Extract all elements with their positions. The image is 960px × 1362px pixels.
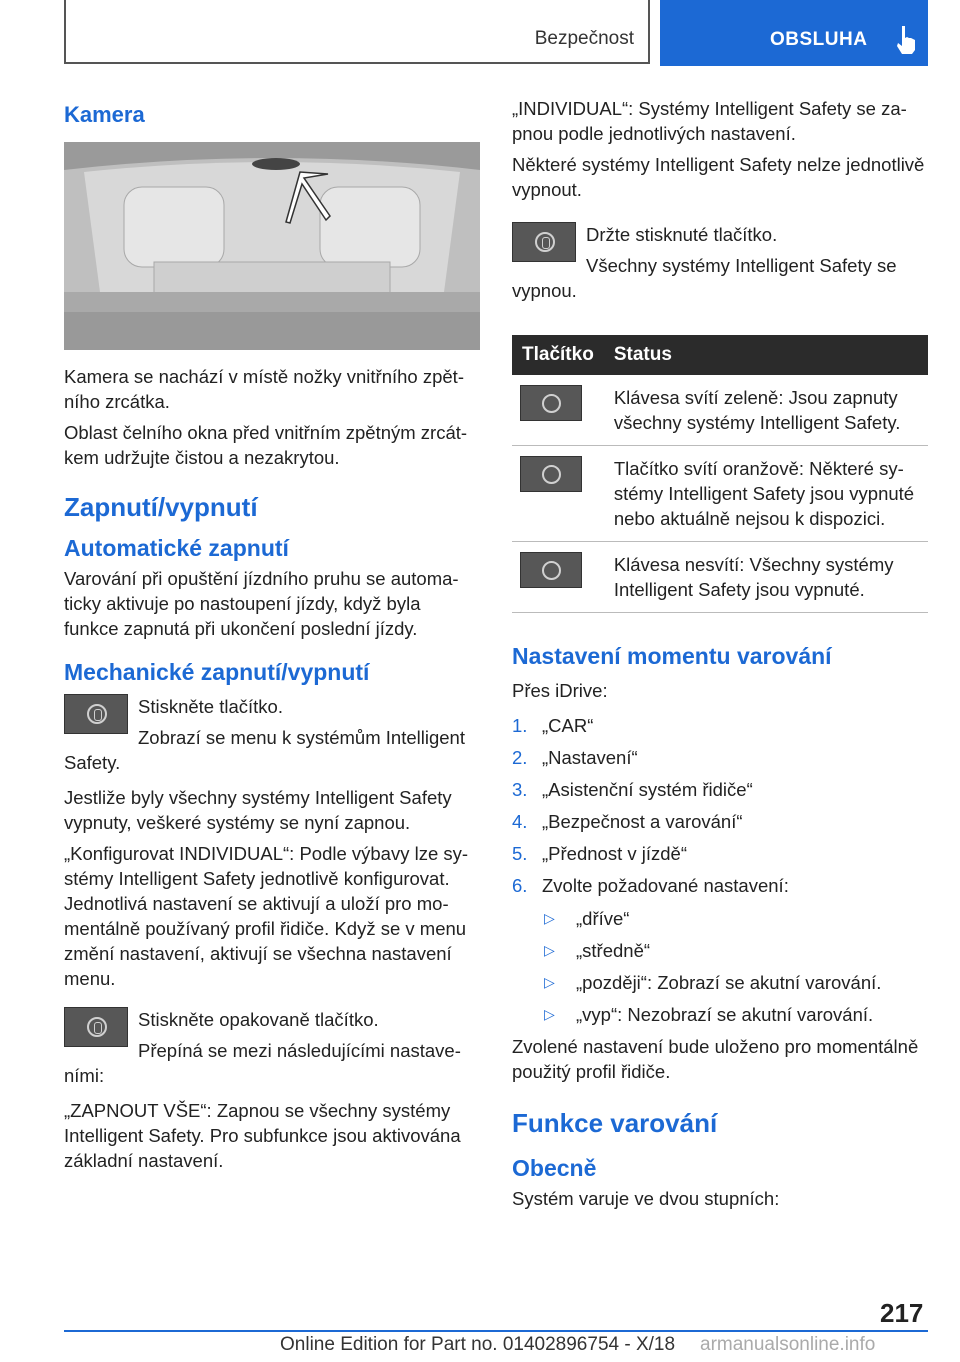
warning-timing-heading: Nastavení momentu varování xyxy=(512,643,832,669)
status-text: Tlačítko svítí oranžově: Některé systémy Intelligent Safety jsou vypnuté nebo aktuálně nejsou k dispozici. xyxy=(604,446,928,542)
safety-button-icon xyxy=(542,465,561,484)
car-interior-illustration xyxy=(64,142,480,350)
hold-line-2: Všechny systémy Intelligent Safety se vypnou. xyxy=(512,255,897,301)
via-idrive-text: Přes iDrive: xyxy=(512,680,608,701)
press-line-1: Stiskněte tlačítko. xyxy=(138,696,283,717)
button-green-state xyxy=(520,385,582,421)
triangle-bullet-icon: ▷ xyxy=(544,942,555,958)
safety-button-icon xyxy=(542,561,561,580)
list-item: 6. Zvolte požadované nastavení: xyxy=(512,875,789,896)
list-item: 1. „CAR“ xyxy=(512,715,594,736)
right-column xyxy=(512,96,928,1217)
onoff-heading: Zapnutí/vypnutí xyxy=(64,492,258,522)
camera-paragraph-2: Oblast čelního okna před vnitřním zpětným zrcátkem udržujte čistou a nezakrytou. xyxy=(64,422,468,468)
individual-paragraph: „INDIVIDUAL“: Systémy Intelligent Safety se zapnou podle jednotlivých nastavení. xyxy=(512,98,907,144)
footer-edition: Online Edition for Part no. 01402896754 - X/18 xyxy=(280,1334,676,1355)
general-heading: Obecně xyxy=(512,1155,597,1181)
safety-button-icon xyxy=(87,1017,107,1037)
list-item: ▷ „vyp“: Nezobrazí se akutní varování. xyxy=(544,1004,874,1025)
table-row xyxy=(512,375,928,446)
triangle-bullet-icon: ▷ xyxy=(544,974,555,990)
table-col-button: Tlačítko xyxy=(512,335,604,375)
button-orange-state xyxy=(520,456,582,492)
list-item: ▷ „později“: Zobrazí se akutní varování. xyxy=(544,972,882,993)
pointing-hand-icon xyxy=(892,24,920,56)
safety-button-icon xyxy=(535,232,555,252)
camera-paragraph-1: Kamera se nachází v místě nožky vnitřního zpětního zrcátka. xyxy=(64,366,464,412)
hold-line-1: Držte stisknuté tlačítko. xyxy=(586,224,778,245)
list-item: 2. „Nastavení“ xyxy=(512,747,638,768)
table-col-status: Status xyxy=(604,335,928,375)
auto-on-heading: Automatické zapnutí xyxy=(64,535,289,561)
footer-divider xyxy=(64,1330,928,1332)
list-item: ▷ „středně“ xyxy=(544,940,651,961)
general-paragraph: Systém varuje ve dvou stupních: xyxy=(512,1188,780,1209)
list-item: 4. „Bezpečnost a varování“ xyxy=(512,811,743,832)
header-section-box xyxy=(64,0,650,64)
warning-function-heading: Funkce varování xyxy=(512,1108,718,1138)
press-button-instruction xyxy=(64,694,480,781)
saved-setting-paragraph: Zvolené nastavení bude uloženo pro momentálně použitý profil řidiče. xyxy=(512,1036,919,1082)
auto-on-paragraph: Varování při opuštění jízdního pruhu se automaticky aktivuje po nastoupení jízdy, když byla funkce zapnutá při ukončení poslední jízdy. xyxy=(64,568,459,639)
camera-heading: Kamera xyxy=(64,102,145,127)
page-header xyxy=(64,0,928,66)
some-systems-paragraph: Některé systémy Intelligent Safety nelze jednotlivě vypnout. xyxy=(512,154,925,200)
all-on-paragraph: „ZAPNOUT VŠE“: Zapnou se všechny systémy Intelligent Safety. Pro subfunkce jsou aktivována základní nastavení. xyxy=(64,1100,461,1171)
timing-options-list xyxy=(544,906,928,1027)
list-item: 3. „Asistenční systém řidiče“ xyxy=(512,779,753,800)
intelligent-safety-button[interactable] xyxy=(64,1007,128,1047)
mechanical-paragraph-2: „Konfigurovat INDIVIDUAL“: Podle výbavy lze systémy Intelligent Safety jednotlivě konfigurovat. Jednotlivá nastavení se aktivují a uloží pro momentálně používaný profil řidiče. Když se v menu změní nastavení, aktivují se všechna nastavení menu. xyxy=(64,843,469,989)
safety-button-icon xyxy=(542,394,561,413)
triangle-bullet-icon: ▷ xyxy=(544,910,555,926)
hold-button-instruction xyxy=(512,222,928,309)
status-text: Klávesa nesvítí: Všechny systémy Intelligent Safety jsou vypnuté. xyxy=(604,542,928,613)
camera-location-photo xyxy=(64,142,480,350)
triangle-bullet-icon: ▷ xyxy=(544,1006,555,1022)
footer-watermark: armanualsonline.info xyxy=(700,1334,876,1355)
repeat-press-instruction xyxy=(64,1007,480,1094)
intelligent-safety-button[interactable] xyxy=(512,222,576,262)
header-section-title: Bezpečnost xyxy=(534,28,634,49)
button-status-table xyxy=(512,335,928,613)
header-chapter-label: OBSLUHA xyxy=(770,29,868,50)
idrive-steps-list xyxy=(512,713,928,898)
status-text: Klávesa svítí zeleně: Jsou zapnuty všechny systémy Intelligent Safety. xyxy=(604,375,928,446)
table-row xyxy=(512,542,928,613)
list-item: ▷ „dříve“ xyxy=(544,908,630,929)
header-chapter-tab[interactable] xyxy=(660,0,928,66)
table-header-row xyxy=(512,335,928,375)
left-column xyxy=(64,96,480,1179)
table-row xyxy=(512,446,928,542)
page-number: 217 xyxy=(880,1298,924,1328)
repeat-line-1: Stiskněte opakovaně tlačítko. xyxy=(138,1009,379,1030)
press-line-2: Zobrazí se menu k systémům Intelligent Safety. xyxy=(64,727,465,773)
mechanical-onoff-heading: Mechanické zapnutí/vypnutí xyxy=(64,659,370,685)
repeat-line-2: Přepíná se mezi následujícími nastaveními: xyxy=(64,1040,461,1086)
button-off-state xyxy=(520,552,582,588)
intelligent-safety-button[interactable] xyxy=(64,694,128,734)
list-item: 5. „Přednost v jízdě“ xyxy=(512,843,687,864)
safety-button-icon xyxy=(87,704,107,724)
mechanical-paragraph-1: Jestliže byly všechny systémy Intelligent Safety vypnuty, veškeré systémy se nyní zapnou. xyxy=(64,787,452,833)
